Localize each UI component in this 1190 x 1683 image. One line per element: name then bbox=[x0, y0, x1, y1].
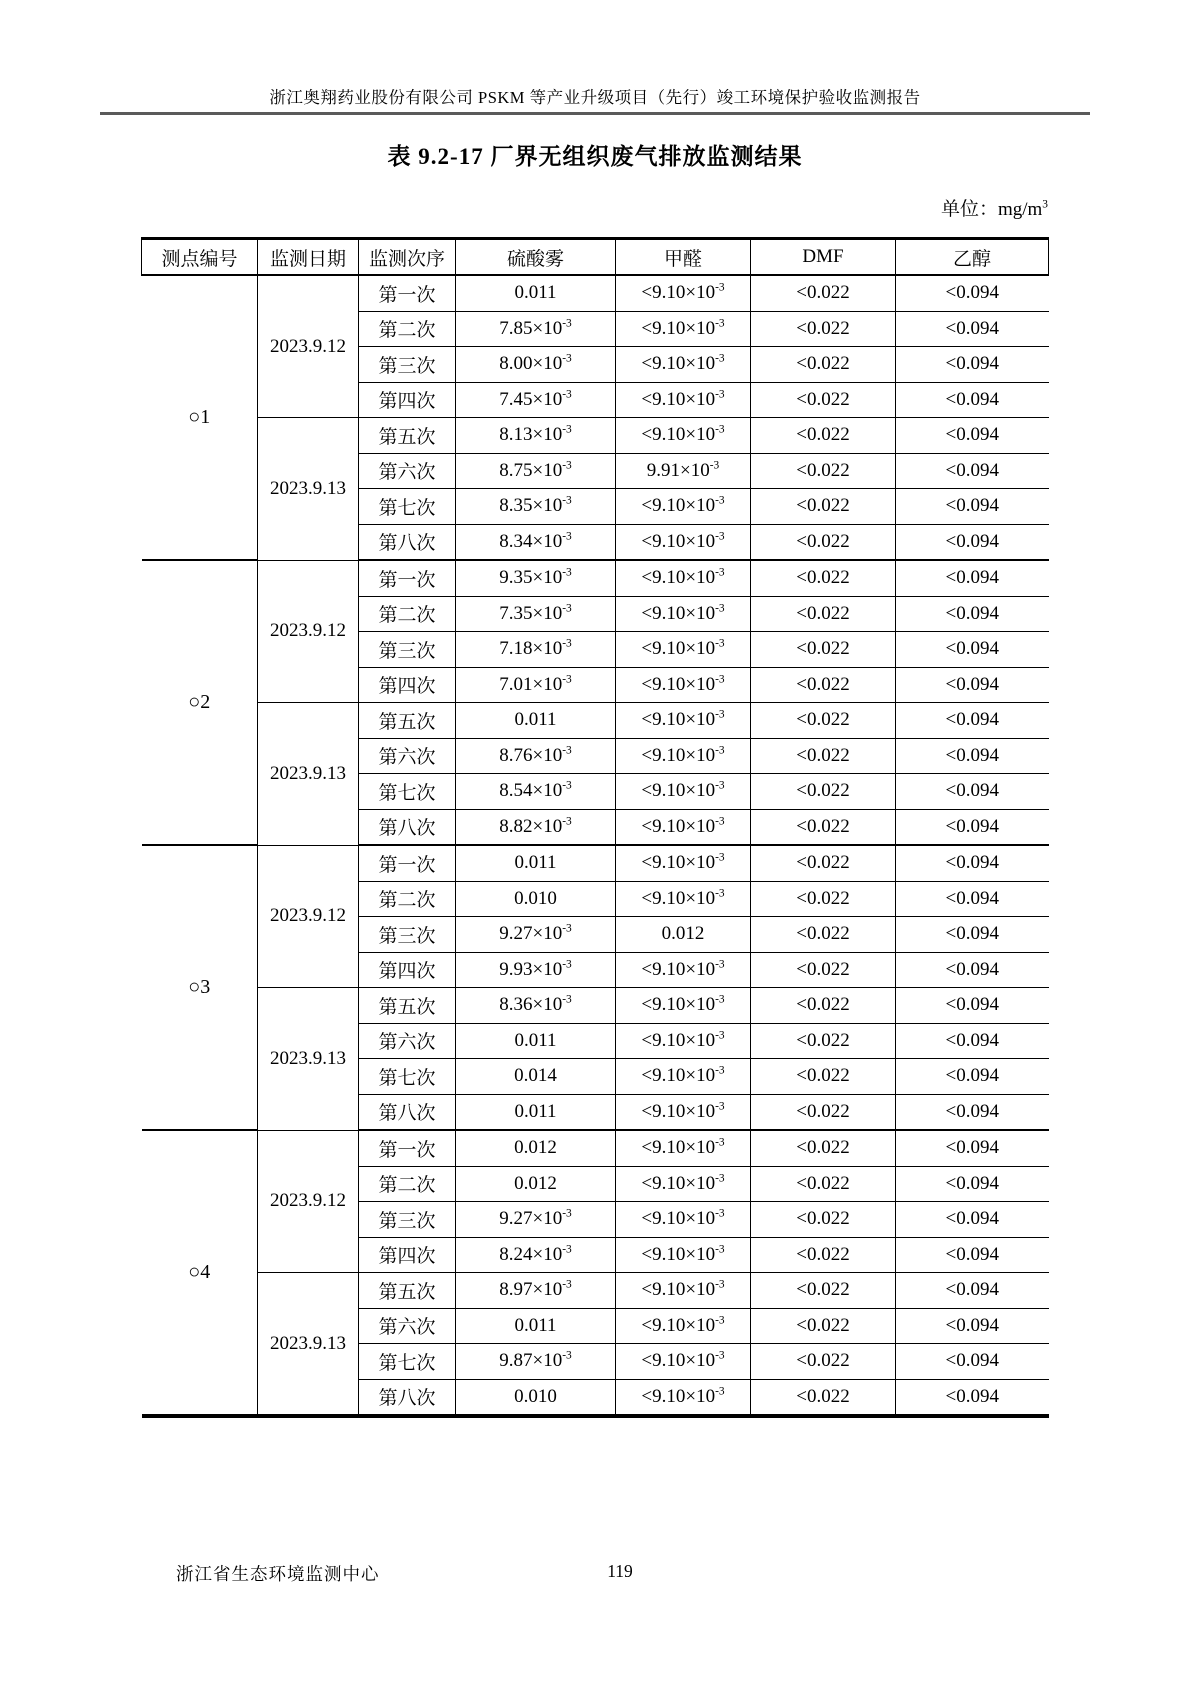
value-cell: <0.094 bbox=[896, 524, 1049, 560]
sequence-cell: 第二次 bbox=[359, 1166, 456, 1202]
value-cell: <0.094 bbox=[896, 489, 1049, 525]
value-cell: <0.022 bbox=[751, 1379, 896, 1416]
sequence-cell: 第一次 bbox=[359, 275, 456, 311]
value-cell: $<9.10\times 10^{-3}$ bbox=[616, 382, 751, 418]
sequence-cell: 第二次 bbox=[359, 881, 456, 917]
monitoring-table bbox=[141, 237, 1049, 1418]
value-cell: $7.45\times 10^{-3}$ bbox=[456, 382, 616, 418]
value-cell: 0.010 bbox=[456, 881, 616, 917]
sequence-cell: 第八次 bbox=[359, 524, 456, 560]
value-cell: <0.094 bbox=[896, 845, 1049, 881]
value-cell: <0.022 bbox=[751, 347, 896, 383]
value-cell: <0.022 bbox=[751, 418, 896, 454]
value-cell: <0.022 bbox=[751, 524, 896, 560]
value-cell: <0.022 bbox=[751, 1094, 896, 1130]
value-cell: <0.022 bbox=[751, 809, 896, 845]
value-cell: <0.094 bbox=[896, 667, 1049, 703]
value-cell: $<9.10\times 10^{-3}$ bbox=[616, 845, 751, 881]
value-cell: <0.022 bbox=[751, 881, 896, 917]
document-header: 浙江奥翔药业股份有限公司 PSKM 等产业升级项目（先行）竣工环境保护验收监测报告 bbox=[269, 88, 921, 107]
value-cell: <0.022 bbox=[751, 1308, 896, 1344]
value-cell: $<9.10\times 10^{-3}$ bbox=[616, 1094, 751, 1130]
point-id-cell: ○3 bbox=[142, 845, 258, 1130]
value-cell: <0.094 bbox=[896, 1059, 1049, 1095]
value-cell: <0.094 bbox=[896, 738, 1049, 774]
value-cell: 0.011 bbox=[456, 1308, 616, 1344]
date-cell: 2023.9.13 bbox=[258, 1273, 359, 1417]
value-cell: <0.022 bbox=[751, 1202, 896, 1238]
value-cell: $8.34\times 10^{-3}$ bbox=[456, 524, 616, 560]
column-header: 甲醛 bbox=[616, 239, 751, 276]
value-cell: <0.094 bbox=[896, 311, 1049, 347]
value-cell: <0.094 bbox=[896, 988, 1049, 1024]
column-header: 乙醇 bbox=[896, 239, 1049, 276]
value-cell: <0.094 bbox=[896, 1344, 1049, 1380]
page-number: 119 bbox=[607, 1561, 633, 1581]
column-header: 测点编号 bbox=[142, 239, 258, 276]
value-cell: 0.012 bbox=[456, 1130, 616, 1166]
sequence-cell: 第七次 bbox=[359, 1059, 456, 1095]
value-cell: $<9.10\times 10^{-3}$ bbox=[616, 1166, 751, 1202]
value-cell: <0.094 bbox=[896, 418, 1049, 454]
sequence-cell: 第三次 bbox=[359, 347, 456, 383]
value-cell: <0.094 bbox=[896, 1166, 1049, 1202]
table-row bbox=[142, 1273, 1049, 1309]
value-cell: $<9.10\times 10^{-3}$ bbox=[616, 952, 751, 988]
sequence-cell: 第五次 bbox=[359, 988, 456, 1024]
value-cell: $<9.10\times 10^{-3}$ bbox=[616, 596, 751, 632]
sequence-cell: 第七次 bbox=[359, 1344, 456, 1380]
sequence-cell: 第八次 bbox=[359, 1379, 456, 1416]
sequence-cell: 第六次 bbox=[359, 1023, 456, 1059]
value-cell: $8.97\times 10^{-3}$ bbox=[456, 1273, 616, 1309]
sequence-cell: 第三次 bbox=[359, 1202, 456, 1238]
value-cell: <0.022 bbox=[751, 632, 896, 668]
value-cell: 0.011 bbox=[456, 703, 616, 739]
date-cell: 2023.9.12 bbox=[258, 275, 359, 418]
header-divider bbox=[100, 112, 1090, 115]
value-cell: $<9.10\times 10^{-3}$ bbox=[616, 1202, 751, 1238]
header-row bbox=[142, 239, 1049, 276]
sequence-cell: 第一次 bbox=[359, 845, 456, 881]
value-cell: $<9.10\times 10^{-3}$ bbox=[616, 1130, 751, 1166]
value-cell: 0.012 bbox=[616, 917, 751, 953]
value-cell: <0.094 bbox=[896, 1308, 1049, 1344]
sequence-cell: 第八次 bbox=[359, 809, 456, 845]
value-cell: $8.24\times 10^{-3}$ bbox=[456, 1237, 616, 1273]
value-cell: <0.022 bbox=[751, 560, 896, 596]
value-cell: $8.54\times 10^{-3}$ bbox=[456, 774, 616, 810]
table-header bbox=[142, 239, 1049, 276]
value-cell: <0.094 bbox=[896, 1237, 1049, 1273]
value-cell: <0.022 bbox=[751, 988, 896, 1024]
value-cell: <0.022 bbox=[751, 596, 896, 632]
value-cell: <0.094 bbox=[896, 1273, 1049, 1309]
value-cell: $<9.10\times 10^{-3}$ bbox=[616, 1023, 751, 1059]
value-cell: <0.094 bbox=[896, 1094, 1049, 1130]
value-cell: $8.35\times 10^{-3}$ bbox=[456, 489, 616, 525]
value-cell: $<9.10\times 10^{-3}$ bbox=[616, 738, 751, 774]
value-cell: $<9.10\times 10^{-3}$ bbox=[616, 524, 751, 560]
value-cell: $<9.10\times 10^{-3}$ bbox=[616, 489, 751, 525]
value-cell: <0.094 bbox=[896, 774, 1049, 810]
value-cell: <0.094 bbox=[896, 596, 1049, 632]
value-cell: $<9.10\times 10^{-3}$ bbox=[616, 632, 751, 668]
sequence-cell: 第三次 bbox=[359, 917, 456, 953]
value-cell: <0.094 bbox=[896, 382, 1049, 418]
date-cell: 2023.9.12 bbox=[258, 845, 359, 988]
sequence-cell: 第六次 bbox=[359, 738, 456, 774]
sequence-cell: 第二次 bbox=[359, 311, 456, 347]
value-cell: <0.022 bbox=[751, 489, 896, 525]
column-header: 硫酸雾 bbox=[456, 239, 616, 276]
value-cell: <0.022 bbox=[751, 738, 896, 774]
date-cell: 2023.9.13 bbox=[258, 418, 359, 561]
value-cell: $7.85\times 10^{-3}$ bbox=[456, 311, 616, 347]
value-cell: <0.094 bbox=[896, 881, 1049, 917]
value-cell: 0.011 bbox=[456, 1023, 616, 1059]
value-cell: 0.010 bbox=[456, 1379, 616, 1416]
value-cell: <0.022 bbox=[751, 382, 896, 418]
table-body bbox=[142, 275, 1049, 1416]
table-row bbox=[142, 988, 1049, 1024]
sequence-cell: 第七次 bbox=[359, 489, 456, 525]
value-cell: <0.094 bbox=[896, 275, 1049, 311]
value-cell: <0.022 bbox=[751, 1273, 896, 1309]
value-cell: $8.75\times 10^{-3}$ bbox=[456, 453, 616, 489]
value-cell: $<9.10\times 10^{-3}$ bbox=[616, 418, 751, 454]
value-cell: $9.93\times 10^{-3}$ bbox=[456, 952, 616, 988]
value-cell: <0.022 bbox=[751, 1023, 896, 1059]
value-cell: $<9.10\times 10^{-3}$ bbox=[616, 667, 751, 703]
sequence-cell: 第五次 bbox=[359, 703, 456, 739]
value-cell: <0.022 bbox=[751, 275, 896, 311]
sequence-cell: 第五次 bbox=[359, 1273, 456, 1309]
sequence-cell: 第四次 bbox=[359, 952, 456, 988]
value-cell: $<9.10\times 10^{-3}$ bbox=[616, 1273, 751, 1309]
value-cell: $<9.10\times 10^{-3}$ bbox=[616, 881, 751, 917]
value-cell: <0.094 bbox=[896, 917, 1049, 953]
sequence-cell: 第六次 bbox=[359, 453, 456, 489]
point-id-cell: ○2 bbox=[142, 560, 258, 845]
value-cell: <0.022 bbox=[751, 774, 896, 810]
sequence-cell: 第三次 bbox=[359, 632, 456, 668]
value-cell: <0.094 bbox=[896, 347, 1049, 383]
sequence-cell: 第六次 bbox=[359, 1308, 456, 1344]
value-cell: $<9.10\times 10^{-3}$ bbox=[616, 1308, 751, 1344]
value-cell: $8.00\times 10^{-3}$ bbox=[456, 347, 616, 383]
column-header: 监测次序 bbox=[359, 239, 456, 276]
value-cell: $<9.10\times 10^{-3}$ bbox=[616, 1059, 751, 1095]
value-cell: 0.011 bbox=[456, 275, 616, 311]
value-cell: $8.82\times 10^{-3}$ bbox=[456, 809, 616, 845]
sequence-cell: 第四次 bbox=[359, 1237, 456, 1273]
value-cell: $<9.10\times 10^{-3}$ bbox=[616, 275, 751, 311]
value-cell: $<9.10\times 10^{-3}$ bbox=[616, 988, 751, 1024]
value-cell: 0.011 bbox=[456, 845, 616, 881]
sequence-cell: 第四次 bbox=[359, 382, 456, 418]
value-cell: 0.014 bbox=[456, 1059, 616, 1095]
value-cell: $7.35\times 10^{-3}$ bbox=[456, 596, 616, 632]
value-cell: <0.094 bbox=[896, 1202, 1049, 1238]
date-cell: 2023.9.12 bbox=[258, 1130, 359, 1273]
value-cell: <0.094 bbox=[896, 952, 1049, 988]
sequence-cell: 第一次 bbox=[359, 1130, 456, 1166]
table-row bbox=[142, 275, 1049, 311]
value-cell: $<9.10\times 10^{-3}$ bbox=[616, 311, 751, 347]
column-header: DMF bbox=[751, 239, 896, 276]
table-row bbox=[142, 703, 1049, 739]
value-cell: 0.012 bbox=[456, 1166, 616, 1202]
date-cell: 2023.9.13 bbox=[258, 703, 359, 846]
value-cell: $8.36\times 10^{-3}$ bbox=[456, 988, 616, 1024]
value-cell: <0.022 bbox=[751, 1237, 896, 1273]
value-cell: $9.35\times 10^{-3}$ bbox=[456, 560, 616, 596]
value-cell: <0.094 bbox=[896, 703, 1049, 739]
point-id-cell: ○4 bbox=[142, 1130, 258, 1416]
table-title: 表 9.2-17 厂界无组织废气排放监测结果 bbox=[387, 144, 803, 169]
value-cell: $<9.10\times 10^{-3}$ bbox=[616, 809, 751, 845]
table-row bbox=[142, 560, 1049, 596]
value-cell: $9.91\times 10^{-3}$ bbox=[616, 453, 751, 489]
table-row bbox=[142, 845, 1049, 881]
footer-organization: 浙江省生态环境监测中心 bbox=[176, 1564, 380, 1584]
value-cell: $7.01\times 10^{-3}$ bbox=[456, 667, 616, 703]
sequence-cell: 第二次 bbox=[359, 596, 456, 632]
value-cell: $<9.10\times 10^{-3}$ bbox=[616, 560, 751, 596]
value-cell: $7.18\times 10^{-3}$ bbox=[456, 632, 616, 668]
value-cell: <0.022 bbox=[751, 917, 896, 953]
value-cell: <0.094 bbox=[896, 560, 1049, 596]
date-cell: 2023.9.13 bbox=[258, 988, 359, 1131]
value-cell: $8.76\times 10^{-3}$ bbox=[456, 738, 616, 774]
value-cell: <0.022 bbox=[751, 952, 896, 988]
value-cell: <0.022 bbox=[751, 845, 896, 881]
sequence-cell: 第一次 bbox=[359, 560, 456, 596]
sequence-cell: 第八次 bbox=[359, 1094, 456, 1130]
value-cell: <0.022 bbox=[751, 453, 896, 489]
value-cell: $9.87\times 10^{-3}$ bbox=[456, 1344, 616, 1380]
value-cell: <0.022 bbox=[751, 667, 896, 703]
table-row bbox=[142, 1130, 1049, 1166]
point-id-cell: ○1 bbox=[142, 275, 258, 560]
value-cell: $9.27\times 10^{-3}$ bbox=[456, 917, 616, 953]
value-cell: <0.094 bbox=[896, 809, 1049, 845]
value-cell: $<9.10\times 10^{-3}$ bbox=[616, 347, 751, 383]
value-cell: $<9.10\times 10^{-3}$ bbox=[616, 1344, 751, 1380]
value-cell: <0.094 bbox=[896, 1130, 1049, 1166]
value-cell: <0.022 bbox=[751, 1344, 896, 1380]
value-cell: <0.094 bbox=[896, 632, 1049, 668]
date-cell: 2023.9.12 bbox=[258, 560, 359, 703]
value-cell: $9.27\times 10^{-3}$ bbox=[456, 1202, 616, 1238]
value-cell: <0.022 bbox=[751, 1059, 896, 1095]
value-cell: $<9.10\times 10^{-3}$ bbox=[616, 1237, 751, 1273]
value-cell: $<9.10\times 10^{-3}$ bbox=[616, 703, 751, 739]
unit-label: 单位：$mg/m^3$ bbox=[940, 198, 1048, 220]
value-cell: <0.094 bbox=[896, 1379, 1049, 1416]
value-cell: $<9.10\times 10^{-3}$ bbox=[616, 774, 751, 810]
value-cell: <0.022 bbox=[751, 1130, 896, 1166]
value-cell: <0.094 bbox=[896, 453, 1049, 489]
value-cell: <0.022 bbox=[751, 311, 896, 347]
sequence-cell: 第七次 bbox=[359, 774, 456, 810]
sequence-cell: 第四次 bbox=[359, 667, 456, 703]
column-header: 监测日期 bbox=[258, 239, 359, 276]
value-cell: <0.022 bbox=[751, 703, 896, 739]
value-cell: 0.011 bbox=[456, 1094, 616, 1130]
value-cell: $<9.10\times 10^{-3}$ bbox=[616, 1379, 751, 1416]
value-cell: $8.13\times 10^{-3}$ bbox=[456, 418, 616, 454]
table-row bbox=[142, 418, 1049, 454]
value-cell: <0.022 bbox=[751, 1166, 896, 1202]
value-cell: <0.094 bbox=[896, 1023, 1049, 1059]
sequence-cell: 第五次 bbox=[359, 418, 456, 454]
